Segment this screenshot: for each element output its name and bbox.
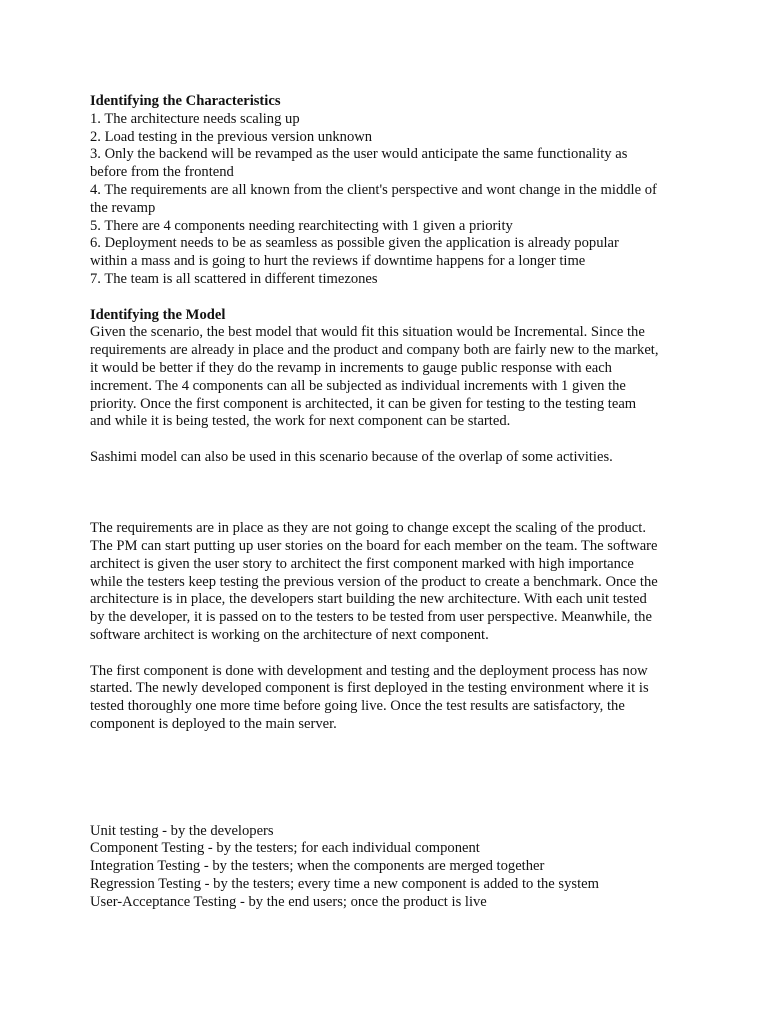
spacer [90,467,690,520]
testing-list-item: User-Acceptance Testing - by the end users; once the product is live [90,893,487,910]
process-text-line: by the developer, it is passed on to the testers to be tested from user perspective. Meanwhile, the [90,609,652,626]
model-text-line: it would be better if they do the revamp in increments to gauge public response with each [90,359,612,376]
document-body [90,93,690,912]
process-text-line: while the testers keep testing the previous version of the product to create a benchmark. Once the [90,573,658,590]
process-text-line: The PM can start putting up user stories on the board for each member on the team. The software [90,537,658,554]
process-text-line: architecture is in place, the developers start building the new architecture. With each unit tested [90,591,647,608]
testing-list-item: Unit testing - by the developers [90,822,274,839]
spacer [90,431,690,449]
characteristic-line: within a mass and is going to hurt the reviews if downtime happens for a longer time [90,253,586,270]
spacer [90,645,690,663]
characteristic-line: 6. Deployment needs to be as seamless as possible given the application is already popular [90,235,619,252]
characteristics-heading: Identifying the Characteristics [90,93,281,109]
deployment-text-line: tested thoroughly one more time before going live. Once the test results are satisfactory, the [90,698,625,715]
model-text-line: Given the scenario, the best model that would fit this situation would be Incremental. Since the [90,324,645,341]
model-text-line: requirements are already in place and the product and company both are fairly new to the market, [90,342,659,359]
model-section [90,307,690,432]
characteristic-line: before from the frontend [90,164,234,181]
process-text-line: software architect is working on the architecture of next component. [90,626,489,643]
deployment-text-line: started. The newly developed component is first deployed in the testing environment where it is [90,680,649,697]
deployment-text-line: The first component is done with development and testing and the deployment process has now [90,662,648,679]
deployment-text-line: component is deployed to the main server. [90,715,337,732]
testing-list-item: Integration Testing - by the testers; when the components are merged together [90,858,545,875]
process-text-line: The requirements are in place as they are not going to change except the scaling of the product. [90,520,646,537]
process-paragraph [90,520,690,645]
characteristic-line: 2. Load testing in the previous version unknown [90,128,373,145]
characteristic-line: 7. The team is all scattered in different timezones [90,270,378,287]
characteristic-line: 3. Only the backend will be revamped as the user would anticipate the same functionality as [90,146,628,163]
model-text-line: and while it is being tested, the work for next component can be started. [90,413,511,430]
characteristic-line: 1. The architecture needs scaling up [90,110,300,127]
characteristic-line: 4. The requirements are all known from the client's perspective and wont change in the middle of [90,181,657,198]
spacer [90,734,690,823]
testing-list [90,823,690,912]
model-text-line: increment. The 4 components can all be subjected as individual increments with 1 given the [90,377,626,394]
testing-list-item: Component Testing - by the testers; for each individual component [90,840,480,857]
spacer [90,289,690,307]
deployment-paragraph [90,663,690,734]
process-text-line: architect is given the user story to architect the first component marked with high importance [90,555,634,572]
characteristic-line: 5. There are 4 components needing rearchitecting with 1 given a priority [90,217,513,234]
characteristics-section [90,93,690,289]
model-text-line: priority. Once the first component is architected, it can be given for testing to the testing team [90,395,637,412]
model-heading: Identifying the Model [90,306,226,323]
testing-list-item: Regression Testing - by the testers; every time a new component is added to the system [90,876,599,893]
sashimi-paragraph: Sashimi model can also be used in this scenario because of the overlap of some activities. [90,448,613,465]
characteristic-line: the revamp [90,199,156,216]
